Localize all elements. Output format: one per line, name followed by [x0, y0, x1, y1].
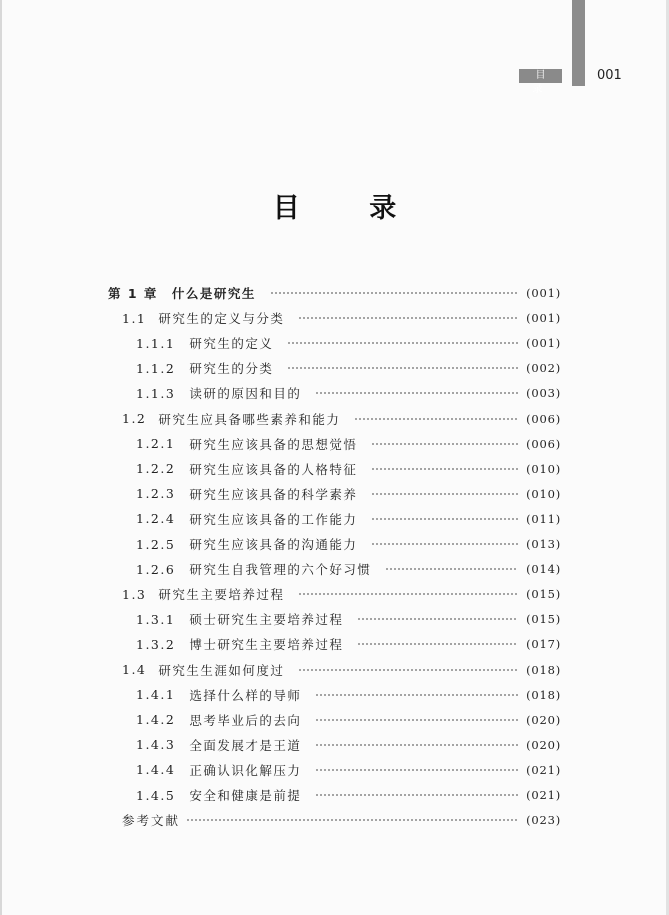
toc-entry-chapter-1[interactable] [108, 283, 561, 303]
toc-entry-page: (002) [526, 361, 561, 376]
toc-entry-page: (006) [526, 411, 561, 426]
dot-leader [371, 468, 518, 470]
toc-entry-number: 1.3.2 [136, 636, 176, 652]
toc-entry-number: 1.1 [122, 310, 147, 326]
toc-entry-1-1-3[interactable] [136, 383, 561, 403]
dot-leader [270, 292, 518, 294]
toc-entry-1-3-1[interactable] [136, 609, 561, 629]
toc-entry-1-2-6[interactable] [136, 559, 561, 579]
toc-entry-1-3[interactable] [122, 584, 561, 604]
toc-entry-1-4-3[interactable] [136, 735, 561, 755]
toc-entry-title: 研究生应该具备的科学素养 [189, 486, 358, 502]
dot-leader [371, 493, 518, 495]
toc-entry-title: 读研的原因和目的 [189, 386, 302, 402]
running-header-section: 目 录 [519, 69, 562, 83]
dot-leader [371, 543, 518, 545]
toc-entry-1-2[interactable] [122, 409, 561, 429]
toc-entry-number: 第 1 章 [108, 286, 158, 301]
page-title: 目 录 [272, 193, 427, 224]
toc-entry-number: 1.4 [122, 662, 147, 677]
toc-entry-number: 1.2 [122, 411, 147, 426]
toc-entry-1-3-2[interactable] [136, 634, 561, 654]
toc-entry-page: (021) [526, 762, 561, 777]
dot-leader [287, 367, 518, 369]
toc-entry-page: (020) [526, 712, 561, 727]
toc-entry-title: 正确认识化解压力 [189, 762, 302, 778]
toc-entry-number: 1.4.2 [136, 712, 176, 728]
toc-entry-number: 1.3.1 [136, 611, 176, 627]
toc-entry-1-4-1[interactable] [136, 685, 561, 705]
toc-entry-title: 研究生生涯如何度过 [158, 662, 285, 678]
toc-entry-title: 研究生应该具备的工作能力 [189, 511, 358, 527]
toc-entry-page: (014) [526, 562, 561, 577]
toc-entry-title: 硕士研究生主要培养过程 [189, 612, 344, 628]
toc-entry-1-2-4[interactable] [136, 509, 561, 529]
toc-entry-title: 研究生应该具备的思想觉悟 [189, 436, 358, 452]
chapter-thumb-tab [572, 0, 585, 86]
page-number: 001 [597, 68, 622, 83]
toc-entry-page: (001) [526, 286, 561, 300]
dot-leader [298, 593, 518, 595]
dot-leader [186, 819, 518, 821]
toc-entry-number: 1.1.1 [136, 335, 176, 351]
toc-entry-title: 研究生的分类 [189, 361, 274, 377]
toc-entry-page: (018) [526, 662, 561, 677]
toc-entry-page: (010) [526, 461, 561, 476]
toc-entry-page: (015) [526, 587, 561, 602]
page-edge-left [0, 0, 2, 915]
toc-entry-title: 研究生的定义与分类 [158, 311, 285, 327]
toc-entry-1-4-2[interactable] [136, 710, 561, 730]
toc-entry-page: (020) [526, 737, 561, 752]
toc-entry-page: (003) [526, 386, 561, 401]
dot-leader [298, 669, 518, 671]
dot-leader [315, 744, 518, 746]
toc-entry-title: 博士研究生主要培养过程 [189, 637, 344, 653]
dot-leader [287, 342, 518, 344]
toc-entry-1-1-1[interactable] [136, 333, 561, 353]
toc-entry-1-4[interactable] [122, 660, 561, 680]
toc-entry-title: 研究生自我管理的六个好习惯 [189, 562, 372, 578]
toc-entry-number: 1.3 [122, 586, 147, 602]
toc-entry-number: 1.2.6 [136, 561, 176, 577]
toc-entry-title: 选择什么样的导师 [189, 687, 302, 703]
toc-entry-number: 1.4.4 [136, 762, 176, 778]
toc-entry-number: 1.2.3 [136, 486, 176, 502]
toc-entry-page: (001) [526, 336, 561, 351]
dot-leader [371, 518, 518, 520]
dot-leader [298, 317, 518, 319]
toc-entry-page: (006) [526, 436, 561, 451]
toc-entry-1-2-2[interactable] [136, 459, 561, 479]
toc-entry-title: 全面发展才是王道 [189, 737, 302, 753]
dot-leader [357, 618, 518, 620]
toc-entry-1-4-5[interactable] [136, 785, 561, 805]
dot-leader [315, 719, 518, 721]
toc-entry-page: (015) [526, 612, 561, 627]
toc-entry-number: 1.4.5 [136, 787, 176, 803]
dot-leader [315, 694, 518, 696]
toc-entry-title: 什么是研究生 [171, 286, 256, 301]
toc-entry-number: 1.2.4 [136, 511, 176, 527]
toc-entry-title: 研究生应该具备的人格特征 [189, 461, 358, 477]
dot-leader [357, 643, 518, 645]
toc-entry-number: 1.2.5 [136, 536, 176, 552]
toc-entry-page: (001) [526, 311, 561, 326]
toc-entry-number: 1.2.1 [136, 436, 176, 452]
toc-entry-1-2-5[interactable] [136, 534, 561, 554]
toc-entry-title: 思考毕业后的去向 [189, 712, 302, 728]
toc-entry-page: (011) [526, 511, 561, 526]
toc-entry-number: 1.4.1 [136, 687, 176, 703]
dot-leader [315, 392, 518, 394]
toc-entry-title: 研究生应具备哪些素养和能力 [158, 411, 341, 427]
toc-entry-page: (018) [526, 687, 561, 702]
toc-entry-number: 1.1.3 [136, 385, 176, 401]
toc-entry-1-1-2[interactable] [136, 358, 561, 378]
toc-entry-page: (013) [526, 537, 561, 551]
toc-entry-references[interactable] [122, 810, 561, 830]
toc-entry-number: 1.1.2 [136, 360, 176, 376]
toc-entry-1-1[interactable] [122, 308, 561, 328]
dot-leader [385, 568, 518, 570]
toc-entry-page: (023) [526, 813, 561, 828]
toc-entry-page: (017) [526, 637, 561, 652]
dot-leader [315, 769, 518, 771]
dot-leader [371, 443, 518, 445]
toc-entry-1-4-4[interactable] [136, 760, 561, 780]
toc-entry-1-2-1[interactable] [136, 434, 561, 454]
toc-entry-number: 1.2.2 [136, 461, 176, 477]
toc-entry-1-2-3[interactable] [136, 484, 561, 504]
dot-leader [315, 794, 518, 796]
toc-entry-title: 参考文献 [122, 813, 181, 829]
toc-entry-title: 研究生主要培养过程 [158, 587, 285, 603]
toc-entry-title: 研究生的定义 [189, 336, 274, 352]
toc-entry-number: 1.4.3 [136, 737, 176, 753]
dot-leader [354, 418, 518, 420]
toc-entry-page: (010) [526, 486, 561, 501]
toc-entry-title: 研究生应该具备的沟通能力 [189, 537, 358, 552]
toc-entry-title: 安全和健康是前提 [189, 788, 302, 803]
toc-entry-page: (021) [526, 788, 561, 802]
